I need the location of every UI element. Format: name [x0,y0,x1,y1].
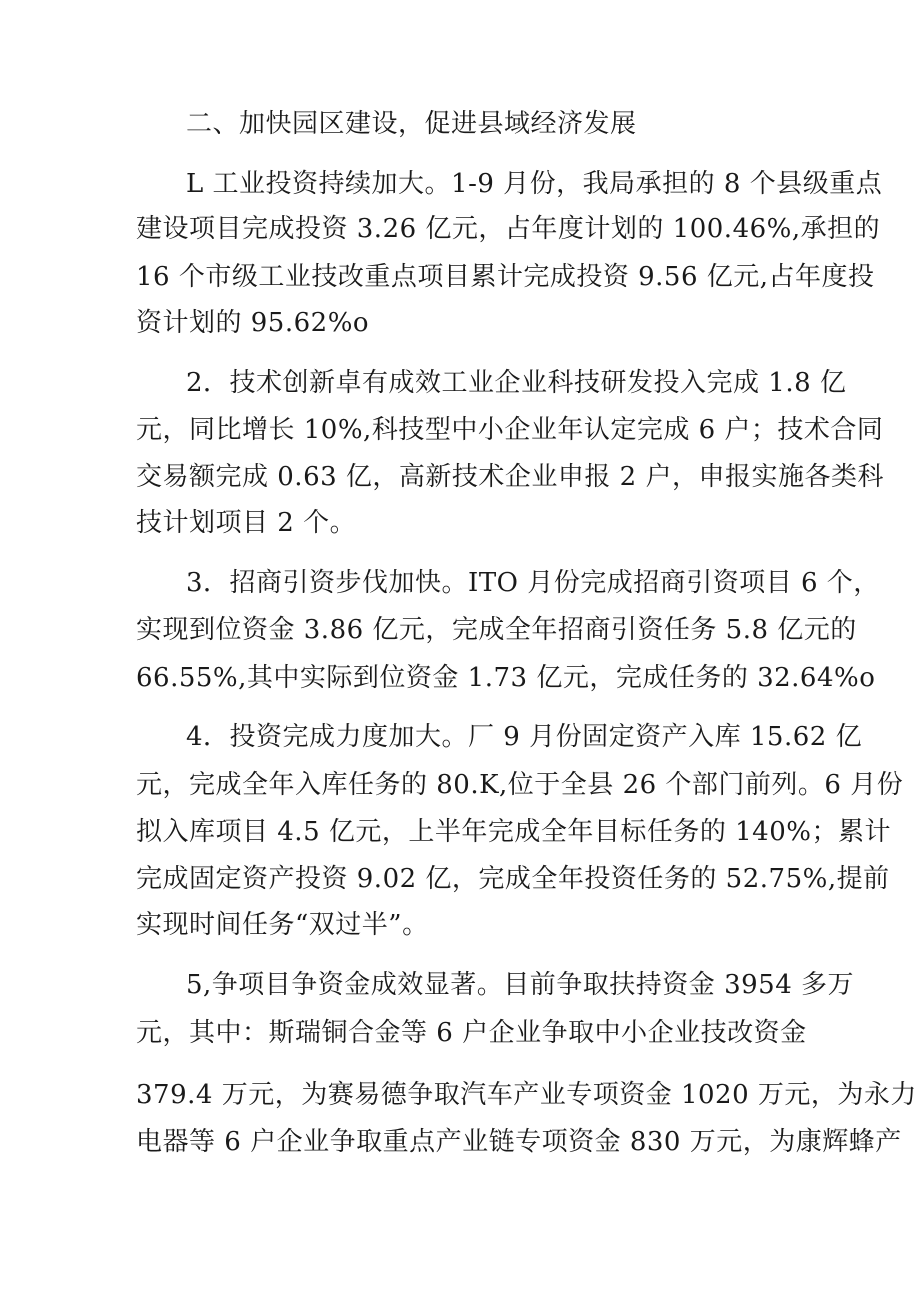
paragraph-line: 2．技术创新卓有成效工业企业科技研发投入完成 1.8 亿 [186,368,847,398]
paragraph-line: 5,争项目争资金成效显著。目前争取扶持资金 3954 多万 [186,970,855,1000]
paragraph-line: 实现到位资金 3.86 亿元，完成全年招商引资任务 5.8 亿元的 [136,615,857,645]
paragraph-line: 16 个市级工业技改重点项目累计完成投资 9.56 亿元,占年度投 [136,262,875,292]
paragraph-line: 379.4 万元，为赛易德争取汽车产业专项资金 1020 万元，为永力 [136,1080,917,1110]
paragraph-line: 元，其中：斯瑞铜合金等 6 户企业争取中小企业技改资金 [136,1018,807,1048]
paragraph-line: 3．招商引资步伐加快。ITO 月份完成招商引资项目 6 个， [186,568,880,598]
paragraph-line: 4．投资完成力度加大。厂 9 月份固定资产入库 15.62 亿 [186,722,863,752]
paragraph-line: L 工业投资持续加大。1-9 月份，我局承担的 8 个县级重点 [186,169,883,199]
paragraph-line: 实现时间任务“双过半”。 [136,910,429,940]
paragraph-line: 元，完成全年入库任务的 80.K,位于全县 26 个部门前列。6 月份 [136,770,904,800]
paragraph-line: 电器等 6 户企业争取重点产业链专项资金 830 万元，为康辉蜂产 [136,1127,902,1157]
paragraph-line: 元，同比增长 10%,科技型中小企业年认定完成 6 户；技术合同 [136,415,884,445]
paragraph-line: 建设项目完成投资 3.26 亿元，占年度计划的 100.46%,承担的 [136,214,881,244]
paragraph-line: 完成固定资产投资 9.02 亿，完成全年投资任务的 52.75%,提前 [136,864,890,894]
section-heading: 二、加快园区建设，促进县域经济发展 [186,109,637,139]
paragraph-line: 技计划项目 2 个。 [136,508,357,538]
paragraph-line: 交易额完成 0.63 亿，高新技术企业申报 2 户，申报实施各类科 [136,462,884,492]
paragraph-line: 66.55%,其中实际到位资金 1.73 亿元，完成任务的 32.64%o [136,663,876,693]
paragraph-line: 拟入库项目 4.5 亿元，上半年完成全年目标任务的 140%；累计 [136,817,891,847]
paragraph-line: 资计划的 95.62%o [136,308,370,338]
